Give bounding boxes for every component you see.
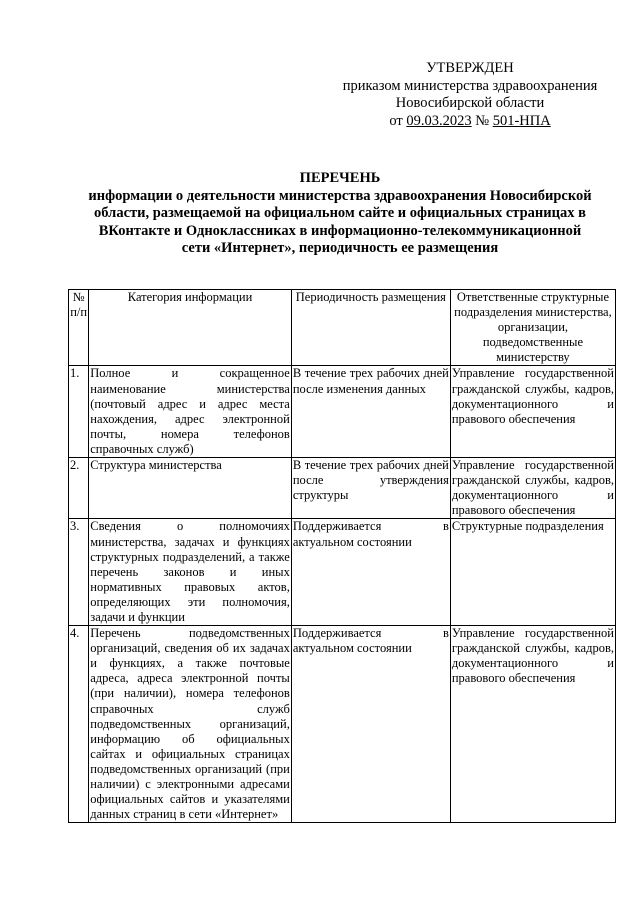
title-line-4: сети «Интернет», периодичность ее размещения — [181, 240, 499, 256]
table-row — [69, 366, 616, 458]
row-category: Сведения о полномочиях министерства, задачах и функциях структурных подразделений, а также перечень законов и иных нормативных правовых актов, определяющих эти полномочия, задачи и функции — [90, 519, 290, 624]
approval-date-prefix: от — [389, 112, 403, 129]
document-title — [60, 170, 620, 258]
approval-date-line — [330, 113, 610, 131]
row-category: Перечень подведомственных организаций, сведения об их задачах и функциях, а также почтовые адреса, адреса электронной почты (при наличии), номера телефонов справочных служб подведомственных организаций, информацию об официальных сайтах и официальных страницах подведомственных организаций (при наличии) с электронными адресами официальных сайтов и указателями данных страниц в сети «Интернет» — [90, 626, 290, 822]
row-period: В течение трех рабочих дней после изменения данных — [291, 366, 450, 458]
row-responsible: Управление государственной гражданской службы, кадров, документационного и правового обеспечения — [450, 366, 615, 458]
information-table — [68, 289, 616, 823]
header-period: Периодичность размещения — [291, 290, 450, 366]
row-number: 4. — [69, 626, 89, 823]
approval-title: УТВЕРЖДЕН — [426, 60, 514, 76]
table-header-row — [69, 290, 616, 366]
row-responsible: Управление государственной гражданской службы, кадров, документационного и правового обеспечения — [450, 626, 615, 823]
row-period: Поддерживается в актуальном состоянии — [291, 519, 450, 626]
title-heading: ПЕРЕЧЕНЬ — [299, 170, 381, 186]
approval-number: 501-НПА — [492, 112, 551, 129]
table-row — [69, 519, 616, 626]
row-period: Поддерживается в актуальном состоянии — [291, 626, 450, 823]
row-number: 1. — [69, 366, 89, 458]
row-number: 3. — [69, 519, 89, 626]
approval-number-sign: № — [475, 112, 490, 129]
header-category: Категория информации — [89, 290, 292, 366]
row-category: Структура министерства — [89, 458, 292, 519]
row-category: Полное и сокращенное наименование министерства (почтовый адрес и адрес места нахождения, адрес электронной почты, номера телефонов справочных служб) — [90, 366, 290, 456]
table-row — [69, 458, 616, 519]
approval-date: 09.03.2023 — [406, 112, 472, 129]
header-responsible: Ответственные структурные подразделения министерства, организации, подведомственные министерству — [450, 290, 615, 366]
approval-order-line: приказом министерства здравоохранения — [342, 77, 598, 94]
approval-region-line: Новосибирской области — [395, 95, 545, 111]
header-number: № п/п — [69, 290, 89, 366]
approval-block — [330, 60, 610, 130]
title-line-1: информации о деятельности министерства здравоохранения Новосибирской — [88, 187, 592, 204]
row-period: В течение трех рабочих дней после утверждения структуры — [291, 458, 450, 519]
table-row — [69, 626, 616, 823]
row-responsible: Структурные подразделения — [450, 519, 615, 626]
row-responsible: Управление государственной гражданской службы, кадров, документационного и правового обеспечения — [451, 458, 614, 518]
title-line-2: области, размещаемой на официальном сайте и официальных страницах в — [94, 205, 586, 221]
row-number: 2. — [69, 458, 89, 519]
title-line-3: ВКонтакте и Одноклассниках в информационно-телекоммуникационной — [98, 222, 582, 239]
